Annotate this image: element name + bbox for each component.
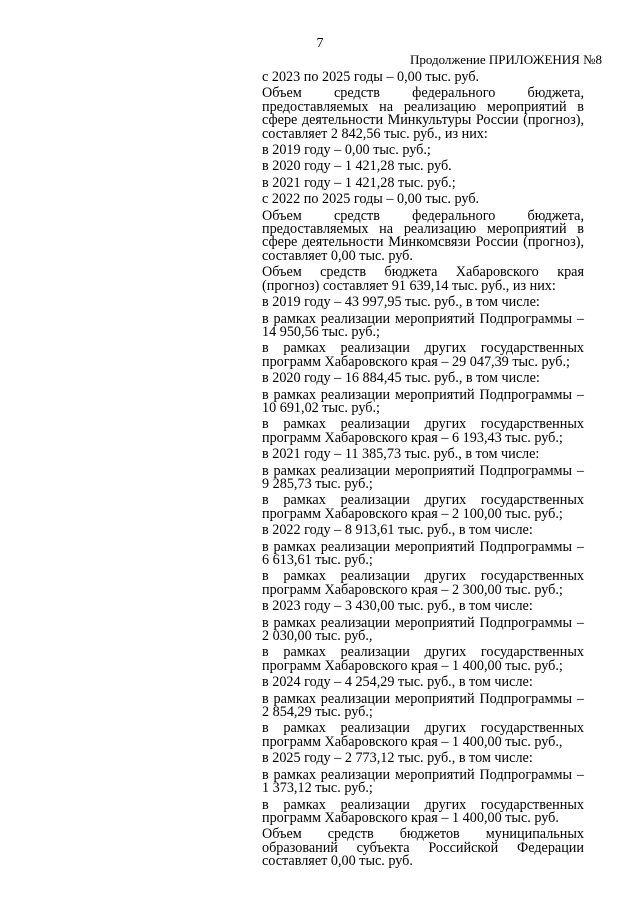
text-paragraph: в рамках реализации мероприятий Подпрограммы – 1 373,12 тыс. руб.; (262, 766, 584, 797)
text-paragraph: Объем средств бюджета Хабаровского края (прогноз) составляет 91 639,14 тыс. руб., из них: (262, 264, 584, 294)
text-paragraph: в рамках реализации других государственных программ Хабаровского края – 1 400,00 тыс. руб.; (262, 644, 584, 674)
text-paragraph: Объем средств федерального бюджета, предоставляемых на реализацию мероприятий в сфере деятельности Минкультуры России (прогноз), составляет 2 842,56 тыс. руб., из них: (262, 85, 584, 142)
text-paragraph: в рамках реализации мероприятий Подпрограммы – 10 691,02 тыс. руб.; (262, 386, 584, 416)
text-paragraph: в 2022 году – 8 913,61 тыс. руб., в том числе: (262, 522, 533, 539)
text-paragraph: в рамках реализации мероприятий Подпрограммы – 6 613,61 тыс. руб.; (262, 538, 584, 568)
text-paragraph: в 2020 году – 1 421,28 тыс. руб. (262, 158, 452, 175)
text-paragraph: с 2023 по 2025 годы – 0,00 тыс. руб. (262, 69, 480, 85)
text-paragraph: в 2025 году – 2 773,12 тыс. руб., в том числе: (262, 750, 533, 767)
text-paragraph: в 2020 году – 16 884,45 тыс. руб., в том числе: (262, 370, 540, 387)
page-number: 7 (316, 36, 324, 51)
document-body (262, 71, 584, 872)
continuation-header: Продолжение ПРИЛОЖЕНИЯ №8 (409, 52, 602, 67)
text-paragraph: в рамках реализации других государственных программ Хабаровского края – 2 300,00 тыс. руб.; (262, 568, 584, 598)
text-paragraph: в 2019 году – 0,00 тыс. руб.; (262, 142, 431, 159)
text-paragraph: в рамках реализации мероприятий Подпрограммы – 2 854,29 тыс. руб.; (262, 690, 584, 721)
text-paragraph: в 2021 году – 11 385,73 тыс. руб., в том числе: (262, 446, 540, 463)
text-paragraph: в рамках реализации других государственных программ Хабаровского края – 6 193,43 тыс. руб.; (262, 416, 584, 446)
text-paragraph: с 2022 по 2025 годы – 0,00 тыс. руб. (262, 191, 480, 208)
text-paragraph: Объем средств бюджетов муниципальных образований субъекта Российской Федерации составляет 0,00 тыс. руб. (262, 826, 584, 870)
text-paragraph: в 2024 году – 4 254,29 тыс. руб., в том числе: (262, 674, 533, 691)
text-paragraph: в рамках реализации мероприятий Подпрограммы – 9 285,73 тыс. руб.; (262, 462, 584, 492)
text-paragraph: в рамках реализации других государственных программ Хабаровского края – 1 400,00 тыс. руб., (262, 720, 584, 750)
text-paragraph: в рамках реализации других государственных программ Хабаровского края – 29 047,39 тыс. руб.; (262, 340, 584, 370)
text-paragraph: в рамках реализации мероприятий Подпрограммы – 2 030,00 тыс. руб., (262, 614, 584, 645)
text-paragraph: в 2023 году – 3 430,00 тыс. руб., в том числе: (262, 598, 533, 615)
text-paragraph: в рамках реализации мероприятий Подпрограммы – 14 950,56 тыс. руб.; (262, 310, 584, 340)
text-paragraph: в 2019 году – 43 997,95 тыс. руб., в том числе: (262, 294, 540, 311)
text-paragraph: в рамках реализации других государственных программ Хабаровского края – 2 100,00 тыс. руб.; (262, 492, 584, 522)
text-paragraph: в 2021 году – 1 421,28 тыс. руб.; (262, 174, 456, 191)
text-paragraph: Объем средств федерального бюджета, предоставляемых на реализацию мероприятий в сфере деятельности Минкомсвязи России (прогноз), составляет 0,00 тыс. руб. (262, 207, 584, 264)
text-paragraph: в рамках реализации других государственных программ Хабаровского края – 1 400,00 тыс. руб. (262, 796, 584, 826)
